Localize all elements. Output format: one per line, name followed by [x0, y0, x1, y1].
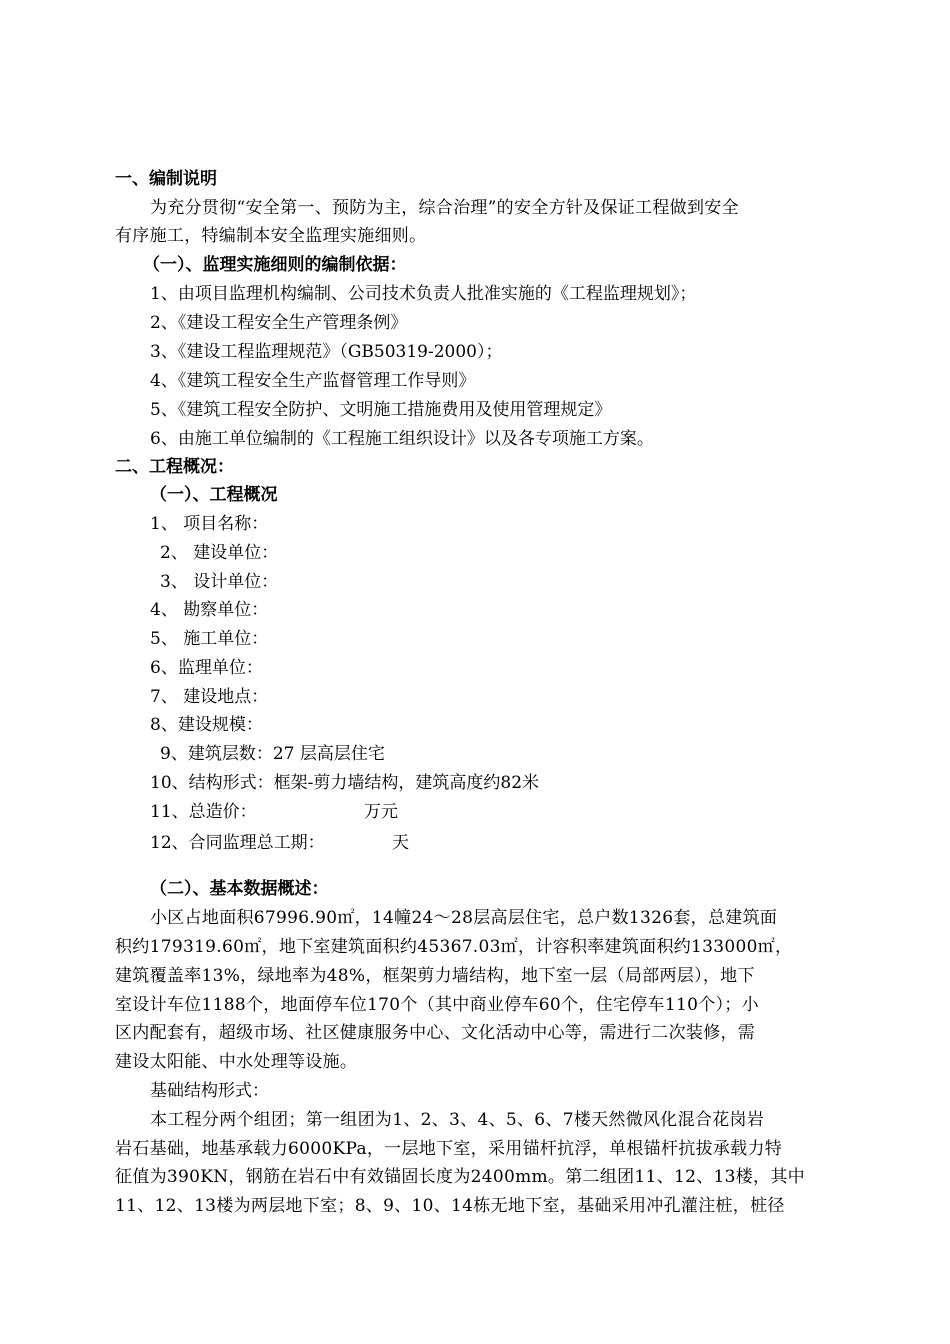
foundation-label: 基础结构形式： — [150, 1081, 269, 1101]
basis-item: 1、由项目监理机构编制、公司技术负责人批准实施的《工程监理规划》； — [150, 284, 697, 304]
overview-item-location: 7、 建设地点： — [150, 687, 269, 707]
foundation-line: 11、12、13楼为两层地下室；8、9、10、14栋无地下室，基础采用冲孔灌注桩，桩径 — [115, 1196, 785, 1216]
basic-data-subheading: （二）、基本数据概述： — [150, 879, 329, 899]
data-line: 室设计车位1188个，地面停车位170个（其中商业停车60个，住宅停车110个）；小 — [115, 995, 759, 1015]
section1-heading: 一、编制说明 — [115, 169, 217, 189]
overview-item-owner: 2、 建设单位： — [160, 543, 279, 563]
basis-subheading: （一）、监理实施细则的编制依据： — [143, 255, 407, 275]
data-line: 积约179319.60㎡，地下室建筑面积约45367.03㎡，计容积率建筑面积约133000㎡， — [115, 937, 793, 957]
cost-unit: 万元 — [364, 802, 398, 822]
data-line: 区内配套有，超级市场、社区健康服务中心、文化活动中心等，需进行二次装修，需 — [115, 1023, 756, 1043]
basis-item: 5、《建筑工程安全防护、文明施工措施费用及使用管理规定》 — [150, 400, 612, 420]
overview-item-floors: 9、建筑层数：27 层高层住宅 — [160, 744, 385, 764]
overview-item-cost: 11、总造价： — [150, 802, 257, 822]
overview-item-contractor: 5、 施工单位： — [150, 629, 269, 649]
basis-item: 3、《建设工程监理规范》（GB50319-2000）； — [150, 342, 503, 362]
overview-item-designer: 3、 设计单位： — [160, 572, 279, 592]
foundation-line: 岩石基础，地基承载力6000KPa，一层地下室，采用锚杆抗浮，单根锚杆抗拔承载力特 — [115, 1139, 783, 1159]
data-line: 建设太阳能、中水处理等设施。 — [115, 1052, 358, 1072]
overview-item-supervisor: 6、监理单位： — [150, 658, 263, 678]
overview-item-scale: 8、建设规模： — [150, 715, 263, 735]
basis-item: 6、由施工单位编制的《工程施工组织设计》以及各专项施工方案。 — [150, 429, 654, 449]
basis-item: 2、《建设工程安全生产管理条例》 — [150, 313, 408, 333]
overview-item-surveyor: 4、 勘察单位： — [150, 600, 269, 620]
foundation-line: 征值为390KN，钢筋在岩石中有效锚固长度为2400mm。第二组团11、12、13楼，其中 — [115, 1167, 805, 1187]
intro-line-2: 有序施工，特编制本安全监理实施细则。 — [115, 226, 427, 246]
overview-subheading: （一）、工程概况 — [150, 485, 278, 505]
section2-heading: 二、工程概况： — [115, 457, 234, 477]
foundation-line: 本工程分两个组团；第一组团为1、2、3、4、5、6、7楼天然微风化混合花岗岩 — [150, 1110, 765, 1130]
data-line: 小区占地面积67996.90㎡，14幢24～28层高层住宅，总户数1326套，总建筑面 — [150, 908, 778, 928]
duration-unit: 天 — [392, 833, 409, 853]
intro-line-1: 为充分贯彻“安全第一、预防为主，综合治理”的安全方针及保证工程做到安全 — [150, 198, 739, 218]
basis-item: 4、《建筑工程安全生产监督管理工作导则》 — [150, 371, 476, 391]
overview-item-duration: 12、合同监理总工期： — [150, 833, 325, 853]
data-line: 建筑覆盖率13%，绿地率为48%，框架剪力墙结构，地下室一层（局部两层），地下 — [115, 966, 755, 986]
overview-item-project-name: 1、 项目名称： — [150, 514, 269, 534]
overview-item-structure: 10、结构形式：框架-剪力墙结构，建筑高度约82米 — [150, 773, 540, 793]
